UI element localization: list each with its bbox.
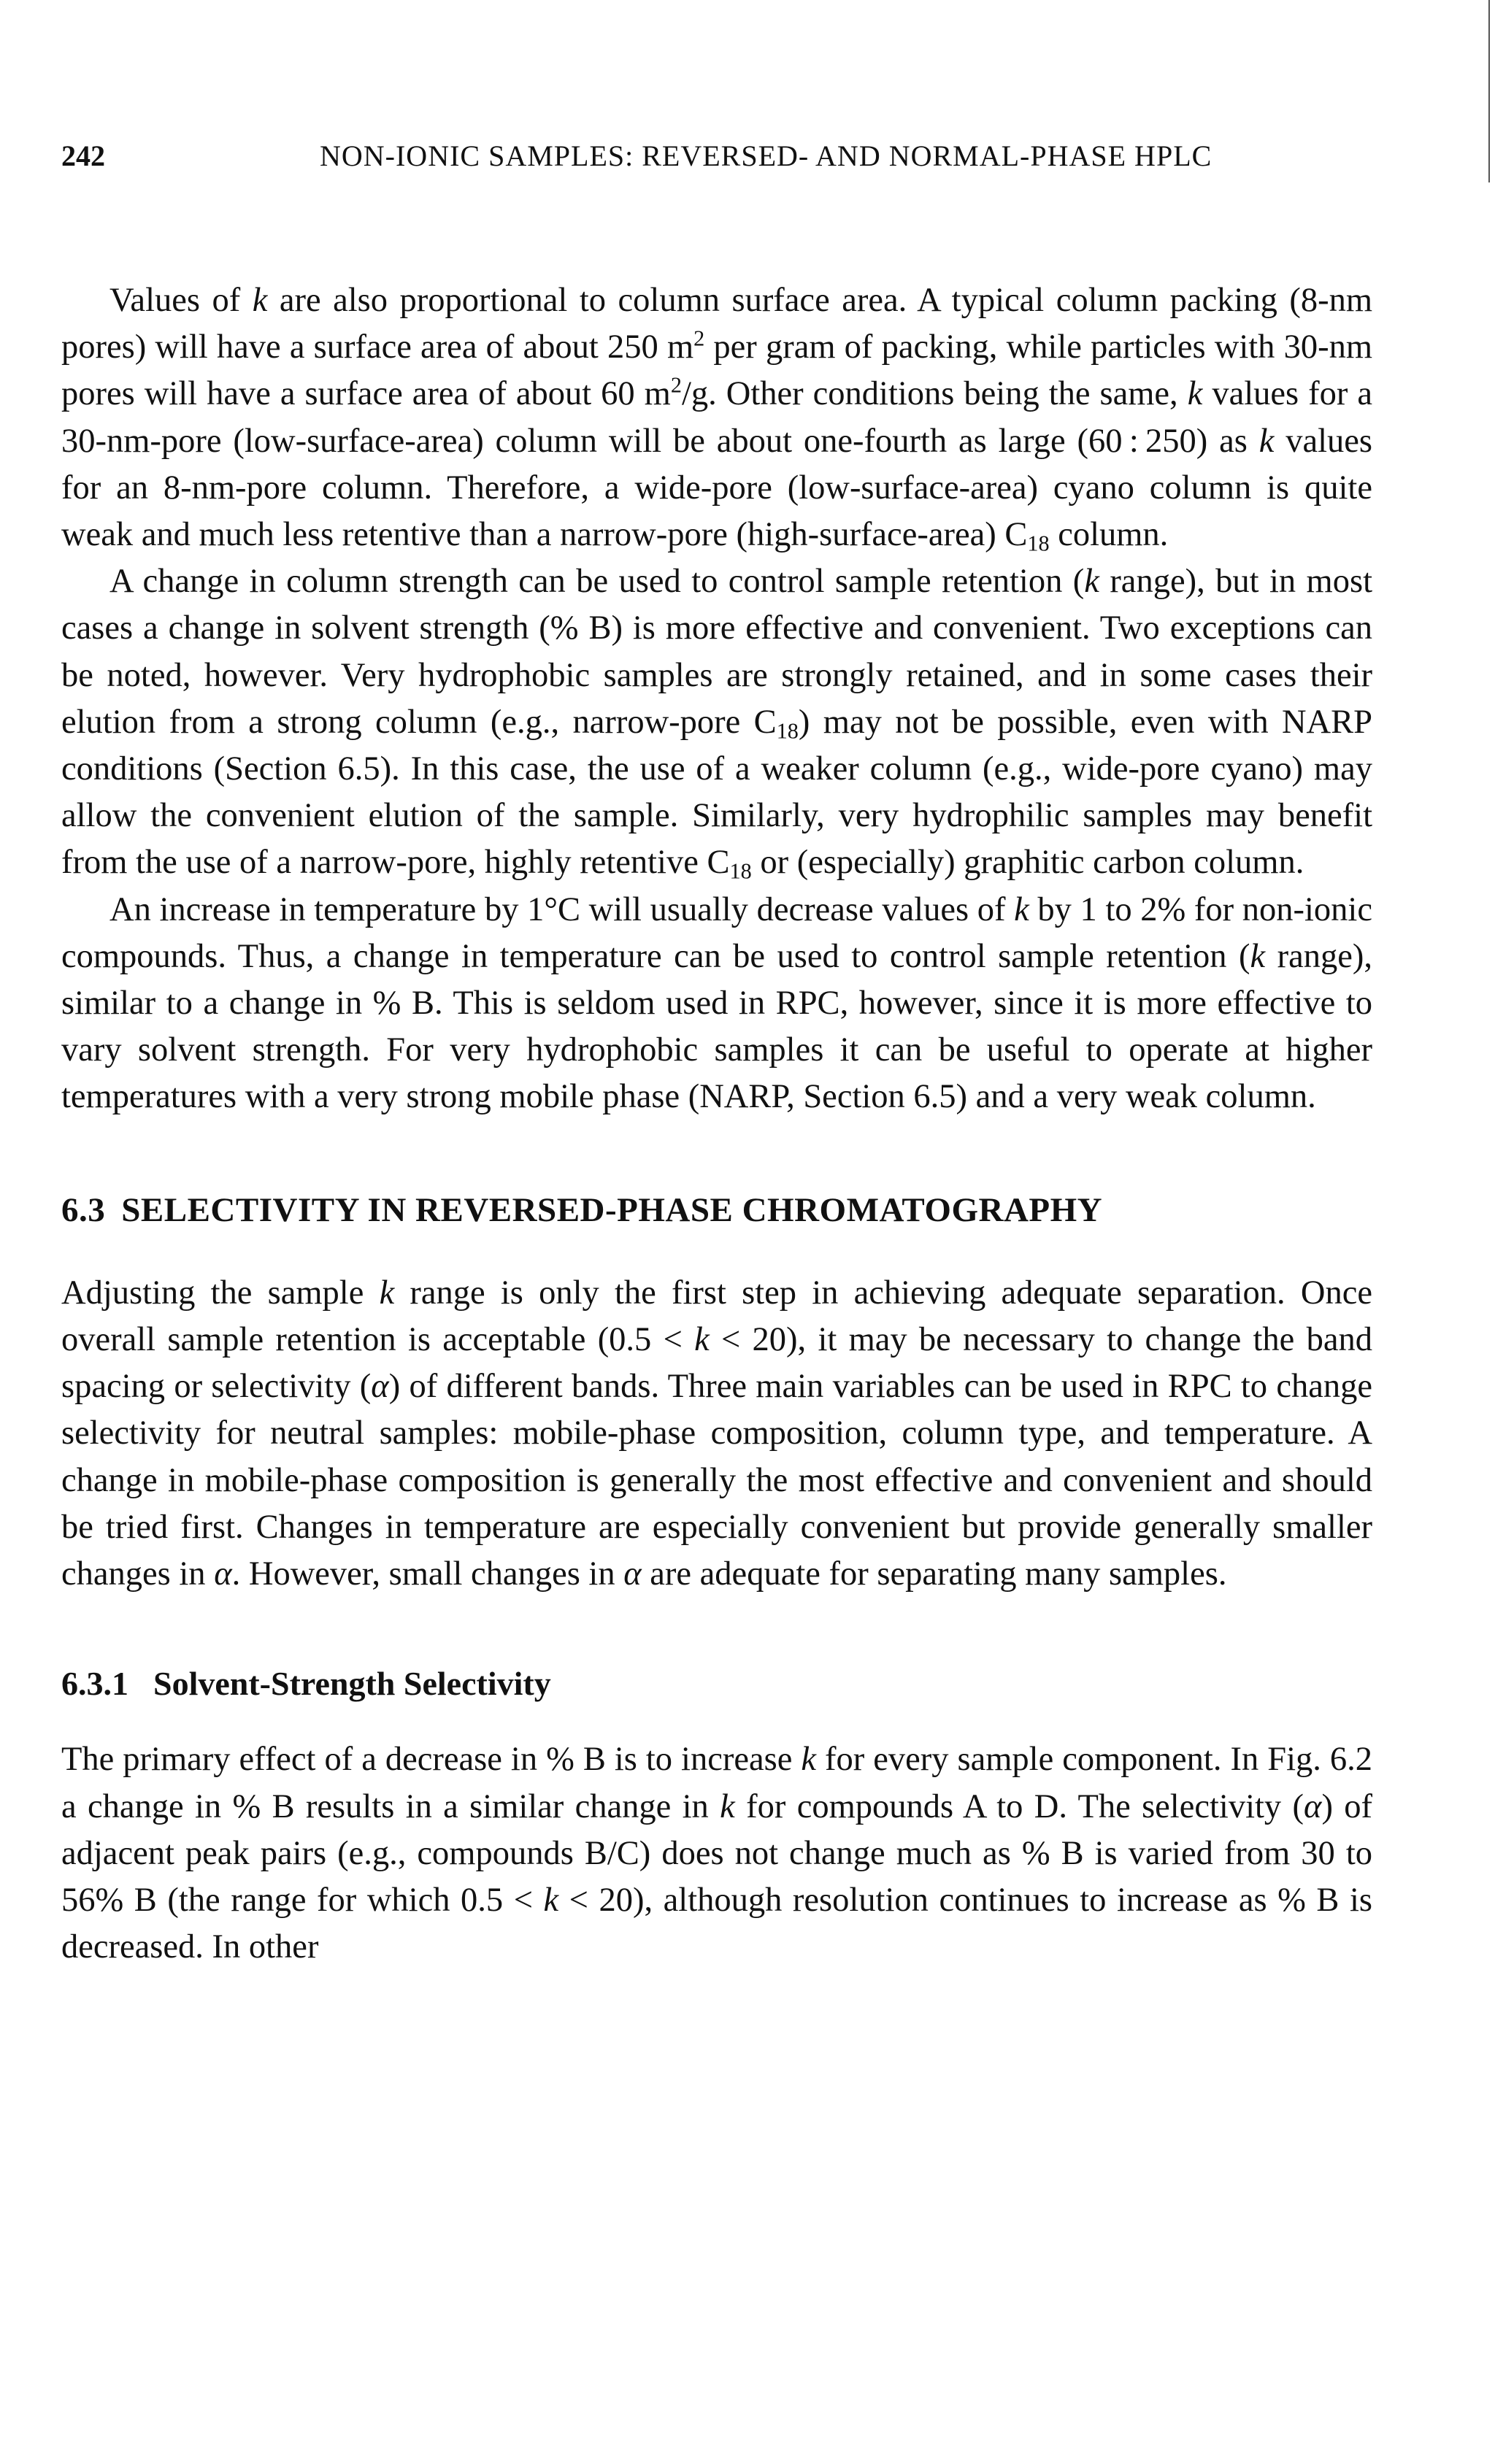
superscript: 2 — [670, 372, 682, 398]
k-symbol: k — [379, 1274, 395, 1312]
subscript: 18 — [1027, 531, 1050, 556]
alpha-symbol: α — [371, 1368, 389, 1406]
k-symbol: k — [694, 1321, 710, 1359]
k-symbol: k — [1187, 375, 1203, 413]
paragraph-selectivity-intro: Adjusting the sample k range is only the first step in achieving adequate separation. Once overall sample retention is acceptable (0.5 < k < 20), it may be necessary to change the band spacing or selectivity (α) of different bands. Three main variables can be used in RPC to change selectivity for neutral samples: mobile-phase composition, column type, and temperature. A change in mobile-phase composition is generally the most effective and convenient and should be tried first. Changes in temperature are especially convenient but provide generally smaller changes in α. However, small changes in α are adequate for separating many samples. — [61, 1274, 1373, 1593]
k-symbol: k — [1014, 890, 1029, 928]
subsection-heading — [61, 1660, 1372, 1707]
subscript: 18 — [776, 718, 799, 744]
k-symbol: k — [1084, 563, 1099, 601]
page-header — [61, 139, 1375, 182]
paragraph-temperature: An increase in temperature by 1°C will usually decrease values of k by 1 to 2% for non-ionic compounds. Thus, a change in temperature can be used to control sample retention (k range), similar to a change in % B. This is seldom used in RPC, however, since it is more effective to vary solvent strength. For very hydrophobic samples it can be useful to operate at higher temperatures with a very strong mobile phase (NARP, Section 6.5) and a very weak column. — [61, 890, 1373, 1116]
section-heading — [61, 1187, 1372, 1233]
subscript: 18 — [729, 858, 752, 884]
section-number: 6.3 — [61, 1190, 106, 1229]
body-text — [61, 277, 1372, 1971]
alpha-symbol: α — [1304, 1787, 1322, 1825]
k-symbol: k — [801, 1741, 816, 1779]
alpha-symbol: α — [214, 1555, 232, 1593]
k-symbol: k — [252, 282, 268, 319]
paragraph-solvent-strength: The primary effect of a decrease in % B is to increase k for every sample component. In Fig. 6.2 a change in % B results in a similar change in k for compounds A to D. The selectivity (α) of adjacent peak pairs (e.g., compounds B/C) does not change much as % B is varied from 30 to 56% B (the range for which 0.5 < k < 20), although resolution continues to increase as % B is decreased. In other — [61, 1741, 1373, 1966]
page-edge-line — [1488, 0, 1490, 182]
k-symbol: k — [1250, 937, 1266, 975]
k-symbol: k — [720, 1787, 735, 1825]
alpha-symbol: α — [623, 1555, 642, 1593]
k-symbol: k — [1258, 422, 1275, 460]
k-symbol: k — [543, 1882, 559, 1920]
paragraph-column-strength: A change in column strength can be used to control sample retention (k range), but in most cases a change in solvent strength (% B) is more effective and convenient. Two exceptions can be noted, however. Very hydrophobic samples are strongly retained, and in some cases their elution from a strong column (e.g., narrow-pore $C_{18}$) may not be possible, even with NARP conditions (Section 6.5). In this case, the use of a weaker column (e.g., wide-pore cyano) may allow the convenient elution of the sample. Similarly, very hydrophilic samples may benefit from the use of a narrow-pore, highly retentive $C_{18}$ or (especially) graphitic carbon column. — [61, 563, 1372, 884]
superscript: 2 — [693, 326, 705, 351]
subsection-title: Solvent-Strength Selectivity — [153, 1665, 551, 1703]
paragraph-column-surface-area: Values of k are also proportional to column surface area. A typical column packing (8-nm pores) will have a surface area of about 250 $m^2$ per gram of packing, while particles with 30-nm pores will have a surface area of about 60 $m^2/g$. Other conditions being the same, k values for a 30-nm-pore (low-surface-area) column will be about one-fourth as large (60 : 250) as k values for an 8-nm-pore column. Therefore, a wide-pore (low-surface-area) cyano column is quite weak and much less retentive than a narrow-pore (high-surface-area) $C_{18}$ column. — [61, 282, 1372, 556]
running-head: NON-IONIC SAMPLES: REVERSED- AND NORMAL-PHASE HPLC — [320, 139, 1212, 172]
section-title: SELECTIVITY IN REVERSED-PHASE CHROMATOGRAPHY — [121, 1190, 1103, 1229]
subsection-number: 6.3.1 — [61, 1665, 128, 1703]
page-number: 242 — [61, 139, 105, 172]
